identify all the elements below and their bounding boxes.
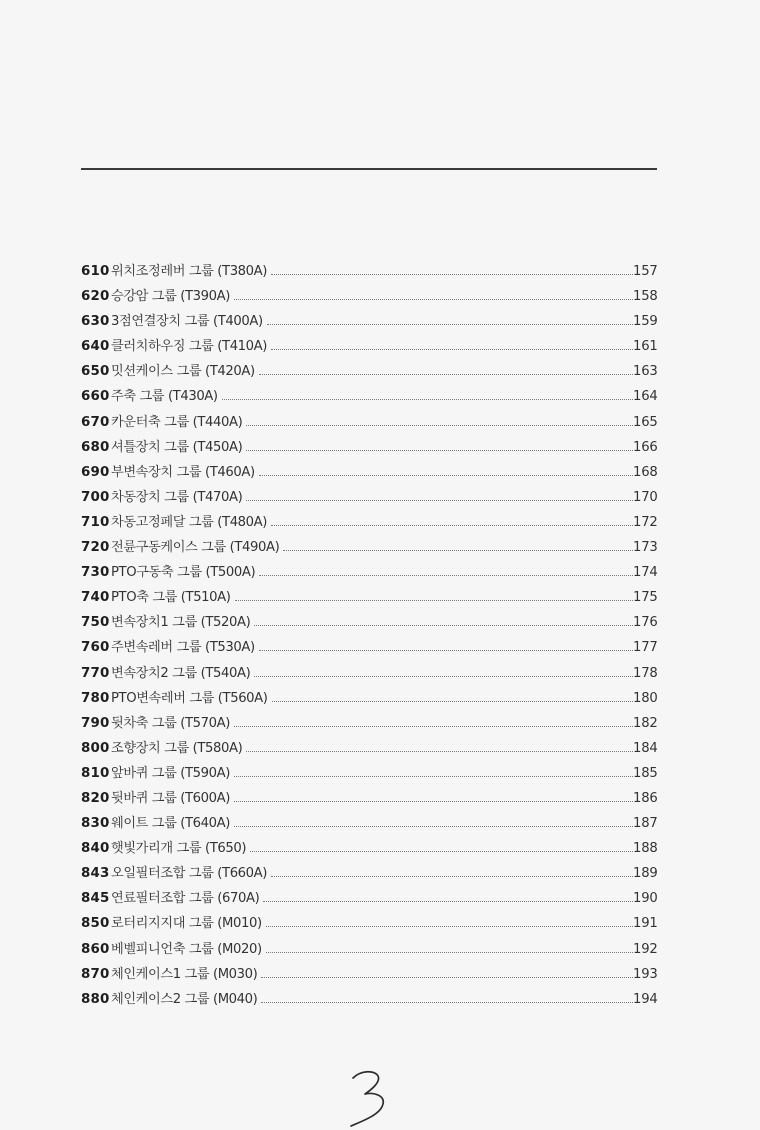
dot-leader <box>234 800 633 802</box>
toc-entry <box>81 485 657 510</box>
toc-entry-title: 카운터축 그룹 (T440A) <box>111 414 243 430</box>
toc-entry <box>81 259 657 284</box>
toc-entry-page: 189 <box>633 866 658 882</box>
toc-entry-title: 주축 그룹 (T430A) <box>111 389 218 405</box>
dot-leader <box>246 449 633 451</box>
dot-leader <box>283 549 633 551</box>
toc-entry-title: 오일필터조합 그룹 (T660A) <box>111 866 268 882</box>
toc-entry-number: 760 <box>81 640 110 656</box>
toc-entry-page: 180 <box>633 690 658 706</box>
toc-entry-number: 810 <box>81 765 110 781</box>
dot-leader <box>259 474 633 476</box>
toc-entry-number: 820 <box>81 790 110 806</box>
toc-entry-page: 193 <box>633 966 658 982</box>
toc-entry <box>81 309 657 334</box>
toc-entry-number: 640 <box>81 339 110 355</box>
toc-entry-page: 174 <box>633 565 658 581</box>
toc-entry-page: 175 <box>633 590 658 606</box>
toc-entry-page: 182 <box>633 715 658 731</box>
toc-entry-number: 680 <box>81 439 110 455</box>
toc-entry-page: 176 <box>633 615 658 631</box>
toc-entry-page: 163 <box>633 364 658 380</box>
toc-entry-number: 790 <box>81 715 110 731</box>
toc-entry-page: 165 <box>633 414 658 430</box>
dot-leader <box>254 624 633 626</box>
toc-entry-title: 클러치하우징 그룹 (T410A) <box>111 339 268 355</box>
toc-entry-page: 170 <box>633 489 658 505</box>
toc-entry <box>81 610 657 635</box>
toc-entry-number: 700 <box>81 489 110 505</box>
dot-leader <box>271 524 633 526</box>
toc-entry-page: 185 <box>633 765 658 781</box>
dot-leader <box>263 900 633 902</box>
toc-entry-number: 843 <box>81 866 110 882</box>
toc-entry <box>81 987 657 1012</box>
toc-entry-number: 710 <box>81 514 110 530</box>
toc-entry-page: 178 <box>633 665 658 681</box>
toc-entry-number: 690 <box>81 464 110 480</box>
handwritten-page-number <box>345 1062 395 1128</box>
toc-entry-page: 166 <box>633 439 658 455</box>
dot-leader <box>272 700 633 702</box>
toc-entry-title: 셔틀장치 그룹 (T450A) <box>111 439 243 455</box>
toc-entry-title: 주변속레버 그룹 (T530A) <box>111 640 255 656</box>
toc-entry <box>81 937 657 962</box>
toc-entry <box>81 661 657 686</box>
dot-leader <box>254 675 633 677</box>
toc-entry-title: 웨이트 그룹 (T640A) <box>111 816 231 832</box>
toc-entry-number: 860 <box>81 941 110 957</box>
toc-entry-title: 차동장치 그룹 (T470A) <box>111 489 243 505</box>
toc-entry <box>81 284 657 309</box>
dot-leader <box>235 599 633 601</box>
dot-leader <box>271 273 633 275</box>
toc-entry <box>81 962 657 987</box>
dot-leader <box>250 850 633 852</box>
dot-leader <box>259 373 633 375</box>
toc-entry <box>81 334 657 359</box>
toc-entry-page: 190 <box>633 891 658 907</box>
toc-entry-page: 191 <box>633 916 658 932</box>
toc-entry-number: 870 <box>81 966 110 982</box>
toc-entry <box>81 359 657 384</box>
toc-entry-title: 전륜구동케이스 그룹 (T490A) <box>111 540 280 556</box>
dot-leader <box>266 925 633 927</box>
toc-entry-page: 168 <box>633 464 658 480</box>
toc-entry-number: 730 <box>81 565 110 581</box>
toc-entry <box>81 410 657 435</box>
toc-entry <box>81 435 657 460</box>
toc-entry-title: 앞바퀴 그룹 (T590A) <box>111 765 231 781</box>
toc-entry <box>81 761 657 786</box>
toc-entry-number: 620 <box>81 289 110 305</box>
toc-entry-title: 3점연결장치 그룹 (T400A) <box>111 314 263 330</box>
toc-entry-number: 845 <box>81 891 110 907</box>
toc-entry-title: PTO축 그룹 (T510A) <box>111 590 231 606</box>
toc-entry <box>81 786 657 811</box>
toc-entry-page: 172 <box>633 514 658 530</box>
dot-leader <box>234 725 633 727</box>
toc-entry-title: 베벨피니언축 그룹 (M020) <box>111 941 262 957</box>
toc-entry <box>81 686 657 711</box>
toc-entry-title: 승강암 그룹 (T390A) <box>111 289 231 305</box>
toc-entry-number: 740 <box>81 590 110 606</box>
toc-entry-page: 164 <box>633 389 658 405</box>
toc-entry-page: 194 <box>633 991 658 1007</box>
dot-leader <box>267 323 633 325</box>
dot-leader <box>266 951 633 953</box>
toc-entry-title: 변속장치2 그룹 (T540A) <box>111 665 251 681</box>
toc-entry-title: 체인케이스2 그룹 (M040) <box>111 991 258 1007</box>
toc-entry-number: 850 <box>81 916 110 932</box>
toc-entry-title: 뒷차축 그룹 (T570A) <box>111 715 231 731</box>
dot-leader <box>246 499 633 501</box>
toc-entry-title: PTO구동축 그룹 (T500A) <box>111 565 256 581</box>
toc-entry <box>81 460 657 485</box>
dot-leader <box>261 1001 633 1003</box>
toc-entry-number: 750 <box>81 615 110 631</box>
toc-entry <box>81 811 657 836</box>
toc-entry-page: 158 <box>633 289 658 305</box>
toc-entry-number: 630 <box>81 314 110 330</box>
dot-leader <box>234 775 633 777</box>
dot-leader <box>261 976 633 978</box>
dot-leader <box>259 574 633 576</box>
dot-leader <box>222 398 633 400</box>
dot-leader <box>246 750 633 752</box>
dot-leader <box>246 424 633 426</box>
toc-entry-number: 840 <box>81 841 110 857</box>
toc-entry-title: 햇빛가리개 그룹 (T650) <box>111 841 247 857</box>
toc-entry <box>81 836 657 861</box>
toc-entry <box>81 861 657 886</box>
toc-entry <box>81 585 657 610</box>
toc-entry-page: 159 <box>633 314 658 330</box>
toc-entry-number: 720 <box>81 540 110 556</box>
toc-entry <box>81 560 657 585</box>
toc-entry <box>81 911 657 936</box>
toc-entry-number: 660 <box>81 389 110 405</box>
dot-leader <box>259 649 633 651</box>
toc-entry-page: 157 <box>633 264 658 279</box>
table-of-contents <box>81 259 657 1012</box>
toc-entry-title: PTO변속레버 그룹 (T560A) <box>111 690 268 706</box>
toc-entry-title: 체인케이스1 그룹 (M030) <box>111 966 258 982</box>
toc-entry <box>81 384 657 409</box>
toc-entry-number: 770 <box>81 665 110 681</box>
toc-entry-title: 조향장치 그룹 (T580A) <box>111 740 243 756</box>
toc-entry-page: 177 <box>633 640 658 656</box>
toc-entry-page: 161 <box>633 339 658 355</box>
header-rule <box>81 168 657 170</box>
toc-entry-number: 650 <box>81 364 110 380</box>
toc-entry <box>81 886 657 911</box>
toc-entry-title: 연료필터조합 그룹 (670A) <box>111 891 260 907</box>
toc-entry-number: 780 <box>81 690 110 706</box>
toc-entry-title: 밋션케이스 그룹 (T420A) <box>111 364 255 380</box>
dot-leader <box>271 875 633 877</box>
toc-entry-page: 187 <box>633 816 658 832</box>
toc-entry-number: 670 <box>81 414 110 430</box>
toc-entry-title: 위치조정레버 그룹 (T380A) <box>111 264 268 279</box>
toc-entry-number: 880 <box>81 991 110 1007</box>
toc-entry-title: 변속장치1 그룹 (T520A) <box>111 615 251 631</box>
toc-entry-title: 부변속장치 그룹 (T460A) <box>111 464 255 480</box>
toc-entry-page: 184 <box>633 740 658 756</box>
toc-entry-page: 192 <box>633 941 658 957</box>
dot-leader <box>271 348 633 350</box>
toc-entry-page: 188 <box>633 841 658 857</box>
toc-entry-number: 610 <box>81 264 110 279</box>
toc-entry-page: 173 <box>633 540 658 556</box>
dot-leader <box>234 825 633 827</box>
toc-entry-page: 186 <box>633 790 658 806</box>
toc-entry-title: 차동고정페달 그룹 (T480A) <box>111 514 268 530</box>
toc-entry-title: 로터리지지대 그룹 (M010) <box>111 916 262 932</box>
toc-entry <box>81 535 657 560</box>
toc-entry <box>81 711 657 736</box>
toc-entry-title: 뒷바퀴 그룹 (T600A) <box>111 790 231 806</box>
toc-entry-number: 800 <box>81 740 110 756</box>
dot-leader <box>234 298 633 300</box>
toc-entry <box>81 635 657 660</box>
toc-entry <box>81 510 657 535</box>
toc-entry <box>81 736 657 761</box>
toc-entry-number: 830 <box>81 816 110 832</box>
